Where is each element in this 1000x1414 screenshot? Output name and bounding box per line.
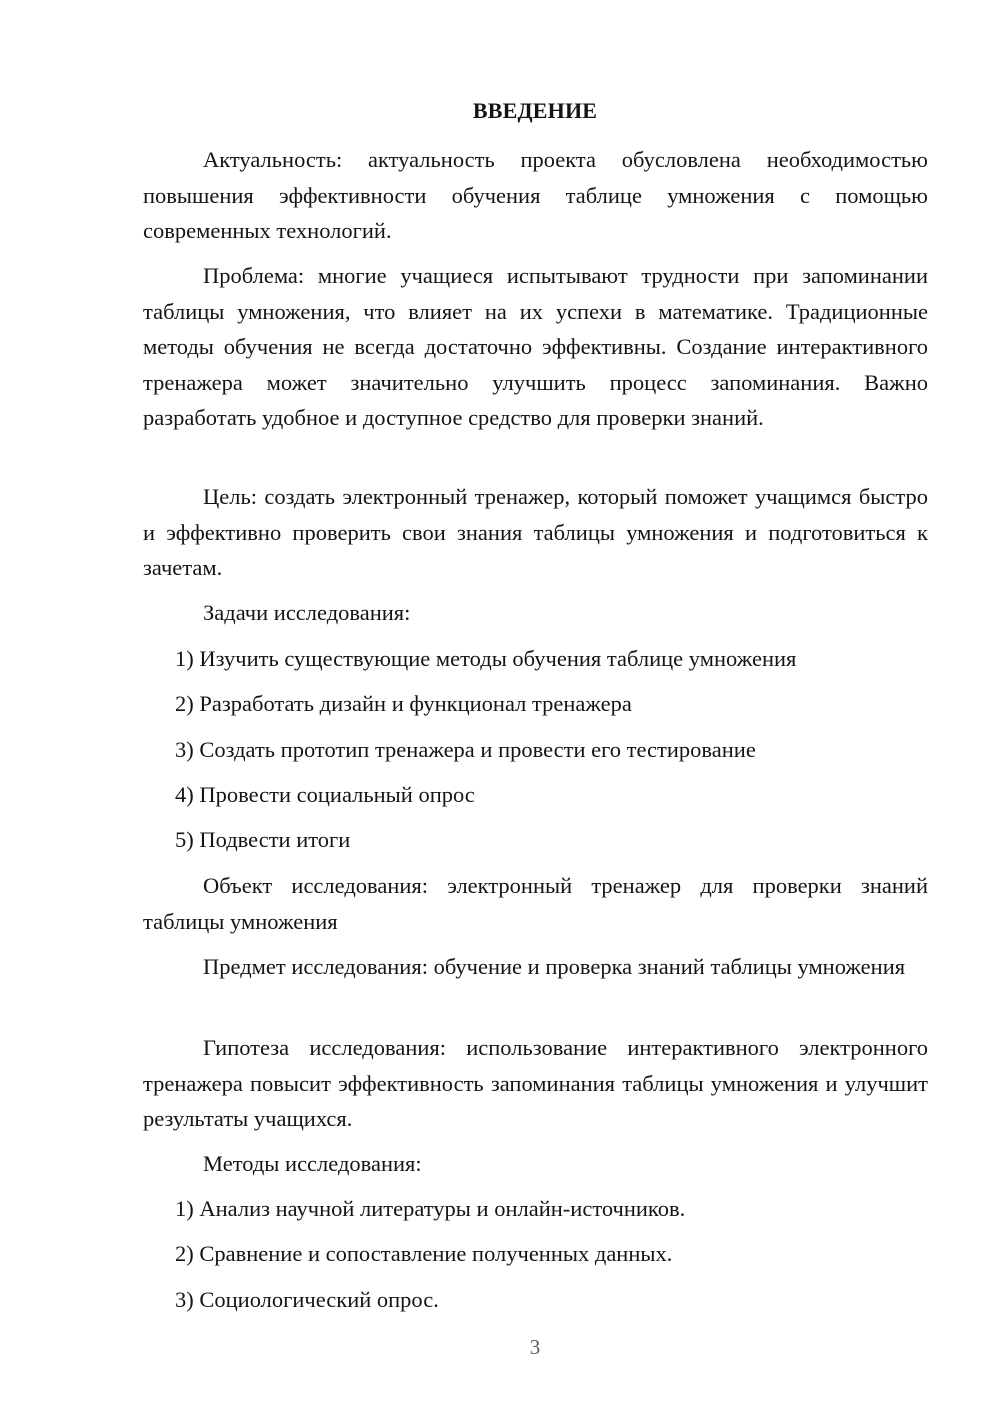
method-item-2: 2) Сравнение и сопоставление полученных данных. (175, 1241, 673, 1266)
task-item-1: 1) Изучить существующие методы обучения таблице умножения (175, 646, 797, 671)
task-item-5: 5) Подвести итоги (175, 827, 351, 852)
paragraph-problem: Проблема: многие учащиеся испытывают трудности при запоминании таблицы умножения, что влияет на их успехи в математике. Традиционные методы обучения не всегда достаточно эффективны. Создание интерактивного тренажера может значительно улучшить процесс запоминания. Важно разработать удобное и доступное средство для проверки знаний. (143, 263, 928, 430)
tasks-heading: Задачи исследования: (203, 600, 411, 625)
paragraph-relevance: Актуальность: актуальность проекта обусловлена необходимостью повышения эффективности обучения таблице умножения с помощью современных технологий. (143, 147, 928, 243)
paragraph-goal: Цель: создать электронный тренажер, который поможет учащимся быстро и эффективно проверить свои знания таблицы умножения и подготовиться к зачетам. (143, 484, 928, 580)
methods-heading: Методы исследования: (203, 1151, 422, 1176)
method-item-3: 3) Социологический опрос. (175, 1287, 439, 1312)
paragraph-hypothesis: Гипотеза исследования: использование интерактивного электронного тренажера повысит эффективность запоминания таблицы умножения и улучшит результаты учащихся. (143, 1035, 928, 1131)
paragraph-subject: Предмет исследования: обучение и проверка знаний таблицы умножения (203, 954, 906, 979)
task-item-2: 2) Разработать дизайн и функционал тренажера (175, 691, 632, 716)
method-item-1: 1) Анализ научной литературы и онлайн-источников. (175, 1196, 686, 1221)
task-item-3: 3) Создать прототип тренажера и провести его тестирование (175, 737, 756, 762)
task-item-4: 4) Провести социальный опрос (175, 782, 475, 807)
page-number: 3 (529, 1335, 541, 1359)
paragraph-object: Объект исследования: электронный тренажер для проверки знаний таблицы умножения (143, 873, 928, 934)
page-title: ВВЕДЕНИЕ (472, 98, 598, 123)
